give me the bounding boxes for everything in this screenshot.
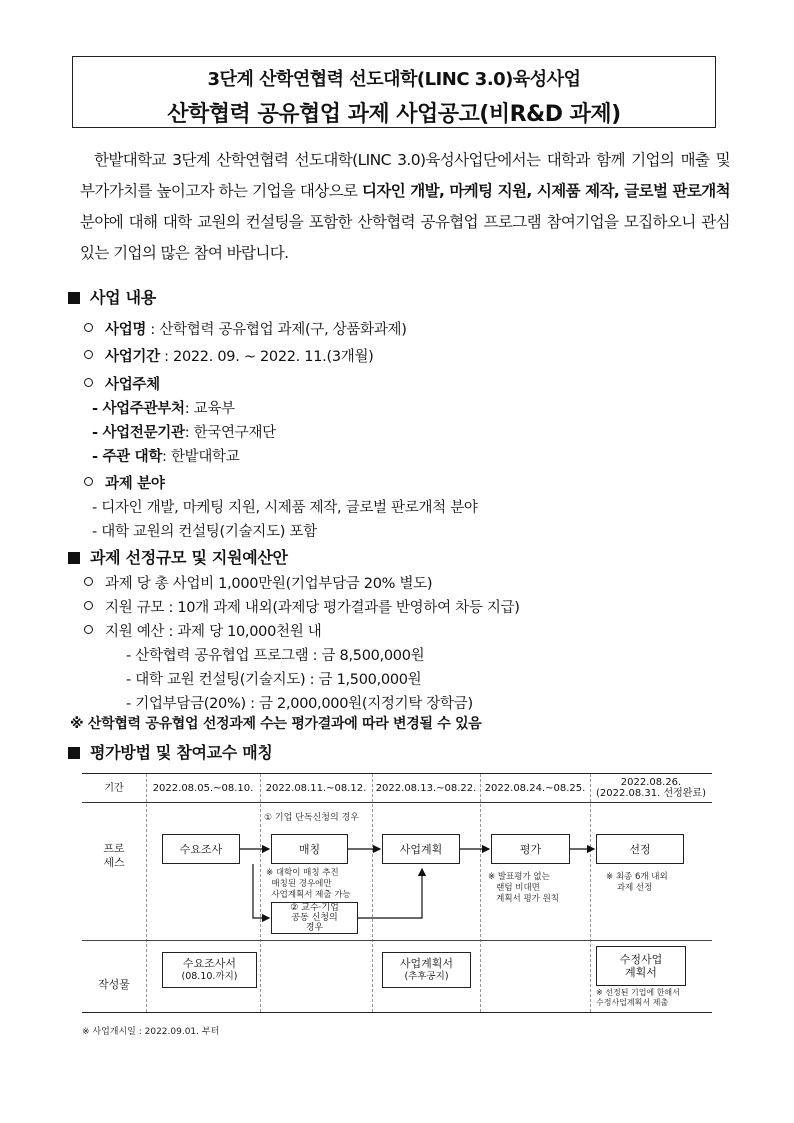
step-selection: 선정	[596, 834, 684, 864]
step-plan: 사업계획	[382, 834, 460, 864]
budget-line-1: 과제 당 총 사업비 1,000만원(기업부담금 20% 별도)	[84, 572, 432, 593]
match-note: ※ 대학이 매칭 추진 매칭된 경우에만 사업계획서 제출 가능	[266, 868, 351, 900]
budget-line-2: 지원 규모 : 10개 과제 내외(과제당 평가결과를 반영하여 차등 지급)	[84, 596, 520, 617]
field-2: - 대학 교원의 컨설팅(기술지도) 포함	[92, 524, 317, 540]
header-period: 기간	[104, 782, 124, 794]
doc-revised-note: ※ 선정된 기업에 한해서 수정사업계획서 제출	[596, 988, 680, 1007]
section2-heading: 과제 선정규모 및 지원예산안	[68, 545, 288, 568]
header-date-1: 2022.08.05.~08.10.	[152, 782, 254, 794]
title-line2: 산학협력 공유협업 과제 사업공고(비R&D 과제)	[167, 102, 621, 127]
row-process-label: 프로 세스	[103, 842, 125, 869]
step-evaluation: 평가	[491, 834, 570, 864]
header-date-5: 2022.08.26. (2022.08.31. 선정완료)	[595, 777, 707, 799]
intro-text-2: 분야에 대해 대학 교원의 컨설팅을 포함한 산학협력 공유협업 프로그램 참여기업을 모집하오니 관심있는 기업의 많은 참여 바랍니다.	[80, 213, 730, 262]
title-line1: 3단계 산학연협력 선도대학(LINC 3.0)육성사업	[207, 69, 581, 90]
row-docs-label: 작성물	[98, 978, 130, 991]
budget-sub-3: - 기업부담금(20%) : 금 2,000,000원(지정기탁 장학금)	[126, 696, 473, 712]
section1-heading: 사업 내용	[68, 285, 156, 308]
eval-note: ※ 발표평가 없는 랜텀 비대면 계획서 평가 원칙	[488, 872, 559, 904]
field-1: - 디자인 개발, 마케팅 지원, 시제품 제작, 글로벌 판로개척 분야	[92, 500, 478, 516]
step-survey: 수요조사	[162, 834, 240, 864]
intro-text-1: 한밭대학교 3단계 산학연협력 선도대학(LINC 3.0)육성사업단에서는 대학과 함께 기업의 매출 및 부가가치를 높이고자 하는 기업을 대상으로	[80, 151, 730, 200]
budget-sub-1: - 산학협력 공유협업 프로그램 : 금 8,500,000원	[126, 648, 425, 664]
univ: - 주관 대학: 한밭대학교	[92, 449, 240, 465]
header-date-3: 2022.08.13.~08.22.	[375, 782, 477, 794]
footnote: ※ 사업개시일 : 2022.09.01. 부터	[82, 1027, 220, 1037]
title-box	[72, 56, 716, 128]
selection-note: ※ 산학협력 공유협업 선정과제 수는 평가결과에 따라 변경될 수 있음	[70, 716, 482, 732]
header-date-2: 2022.08.11.~08.12.	[265, 782, 367, 794]
intro-bold: 디자인 개발, 마케팅 지원, 시제품 제작, 글로벌 판로개척	[362, 182, 730, 200]
budget-line-3: 지원 예산 : 과제 당 10,000천원 내	[84, 620, 321, 641]
case2-box: ② 교수·기업 공동 신청의 경우	[271, 902, 358, 934]
project-name: 사업명 : 산학협력 공유협업 과제(구, 상품화과제)	[84, 318, 407, 339]
project-period: 사업기간 : 2022. 09. ~ 2022. 11.(3개월)	[84, 345, 374, 366]
project-field: 과제 분야	[84, 472, 165, 493]
doc-revised-plan: 수정사업 계획서	[596, 946, 686, 986]
select-note: ※ 최종 6개 내외 과제 선정	[606, 872, 668, 893]
project-subject: 사업주체	[84, 373, 160, 394]
budget-sub-2: - 대학 교원 컨설팅(기술지도) : 금 1,500,000원	[126, 672, 422, 688]
intro-paragraph	[80, 145, 730, 269]
case1-label: ① 기업 단독신청의 경우	[264, 813, 359, 823]
step-matching: 매칭	[271, 834, 348, 864]
doc-survey: 수요조사서 (08.10.까지)	[162, 952, 257, 988]
agency: - 사업전문기관: 한국연구재단	[92, 425, 276, 441]
process-table	[82, 773, 712, 1013]
dept: - 사업주관부처: 교육부	[92, 401, 235, 417]
header-date-4: 2022.08.24.~08.25.	[484, 782, 586, 794]
doc-plan: 사업계획서 (추후공지)	[382, 952, 471, 988]
section3-heading: 평가방법 및 참여교수 매칭	[68, 740, 273, 763]
